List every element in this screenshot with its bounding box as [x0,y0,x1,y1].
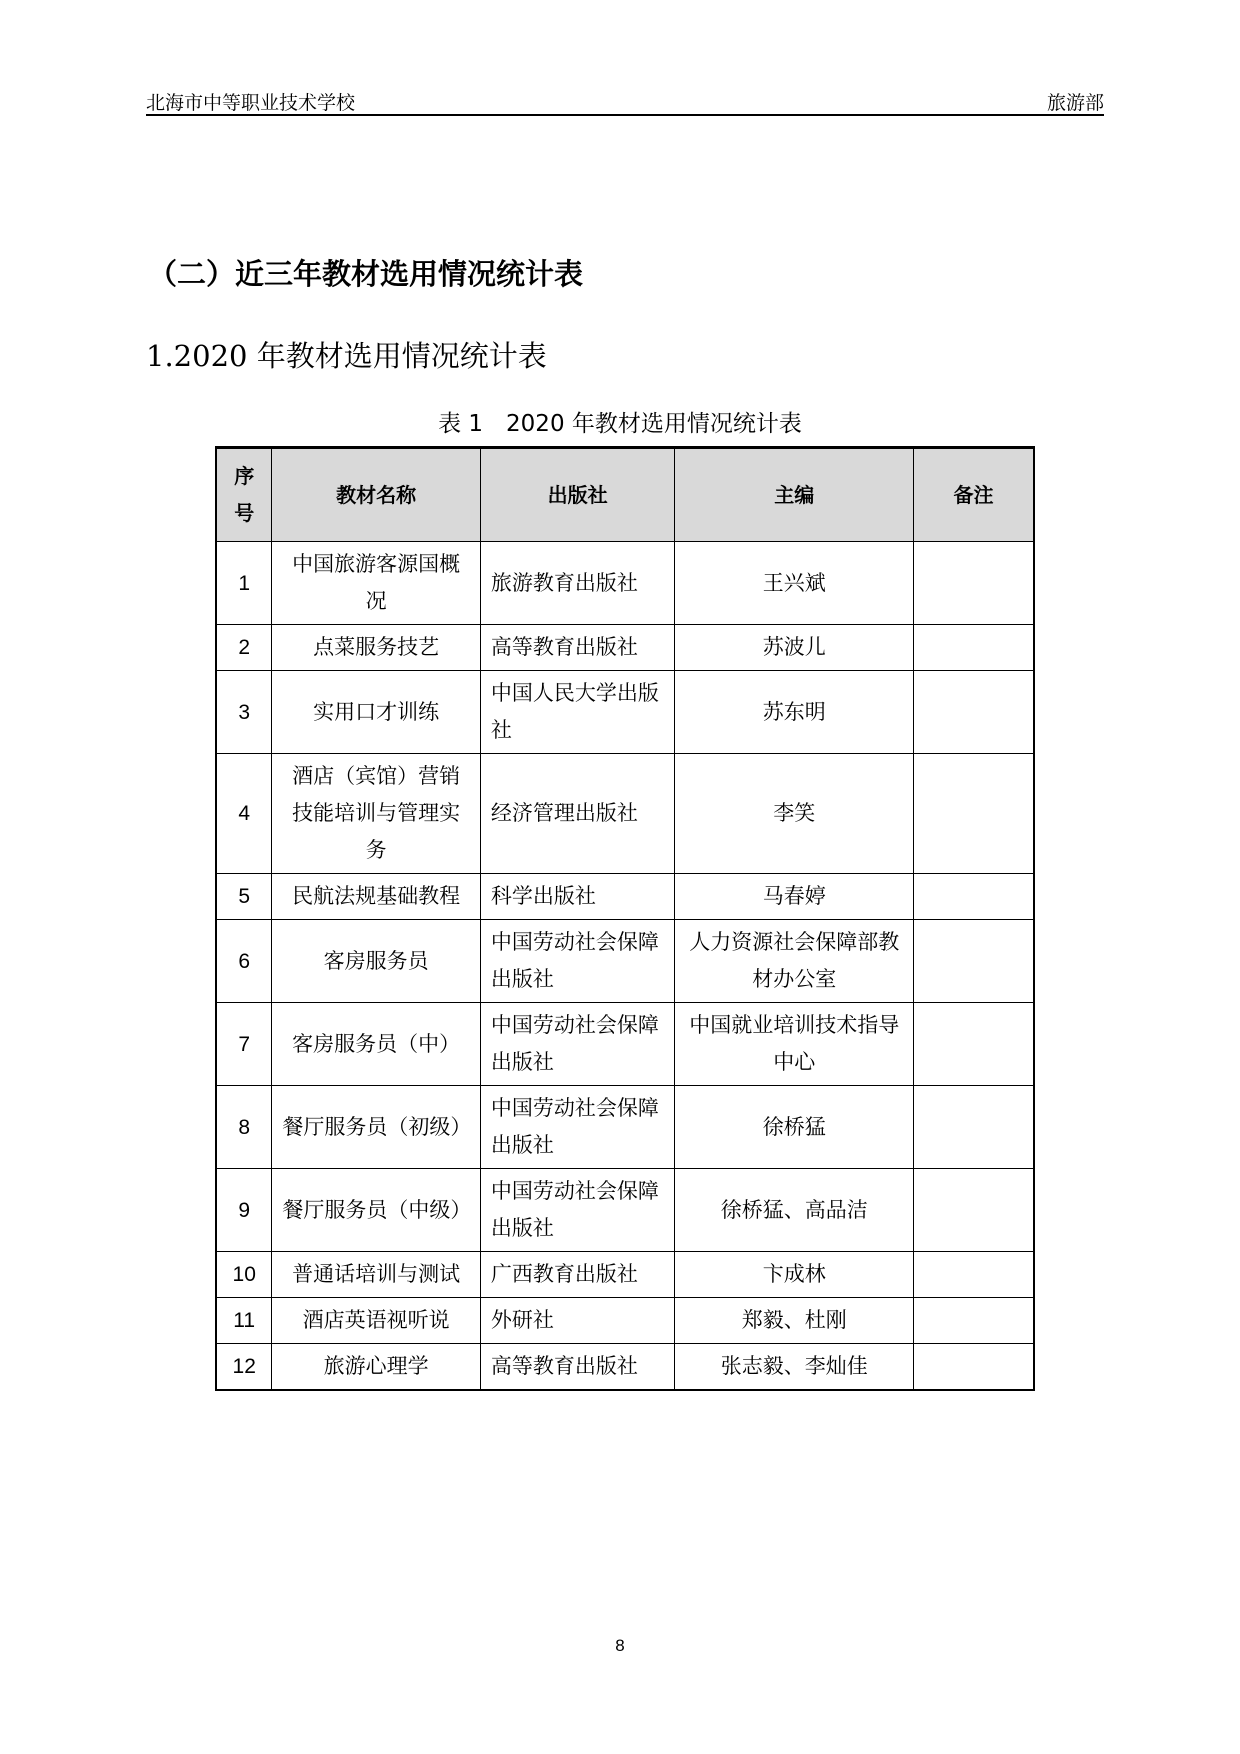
header-cell-name: 教材名称 [272,448,481,542]
cell-remark [914,1003,1034,1086]
cell-remark [914,1252,1034,1298]
school-name: 北海市中等职业技术学校 [146,92,356,114]
cell-remark [914,671,1034,754]
page-number: 8 [615,1636,625,1655]
cell-no: 4 [216,754,272,874]
cell-remark [914,920,1034,1003]
cell-publisher: 经济管理出版社 [480,754,674,874]
cell-no: 11 [216,1298,272,1344]
cell-name: 实用口才训练 [272,671,481,754]
section-title: （二）近三年教材选用情况统计表 [148,257,584,291]
table-header-row [216,448,1034,542]
cell-remark [914,1344,1034,1391]
table-row [216,754,1034,874]
cell-no: 1 [216,542,272,625]
cell-editor: 人力资源社会保障部教材办公室 [675,920,914,1003]
header-cell-remark: 备注 [914,448,1034,542]
cell-editor: 卞成林 [675,1252,914,1298]
table-caption: 表 1 2020 年教材选用情况统计表 [438,411,802,437]
cell-editor: 郑毅、杜刚 [675,1298,914,1344]
cell-remark [914,542,1034,625]
cell-no: 2 [216,625,272,671]
table-row [216,671,1034,754]
cell-name: 点菜服务技艺 [272,625,481,671]
cell-no: 9 [216,1169,272,1252]
textbook-table [215,446,1035,1391]
cell-publisher: 高等教育出版社 [480,625,674,671]
table-row [216,1344,1034,1391]
header-cell-publisher: 出版社 [480,448,674,542]
cell-name: 酒店（宾馆）营销技能培训与管理实务 [272,754,481,874]
cell-name: 中国旅游客源国概况 [272,542,481,625]
table-row [216,625,1034,671]
cell-editor: 苏波儿 [675,625,914,671]
cell-remark [914,1298,1034,1344]
cell-no: 5 [216,874,272,920]
cell-name: 客房服务员（中） [272,1003,481,1086]
table-row [216,542,1034,625]
cell-remark [914,874,1034,920]
table-row [216,1003,1034,1086]
cell-editor: 王兴斌 [675,542,914,625]
table-row [216,1252,1034,1298]
cell-remark [914,1169,1034,1252]
table-row [216,1086,1034,1169]
cell-publisher: 高等教育出版社 [480,1344,674,1391]
cell-editor: 中国就业培训技术指导中心 [675,1003,914,1086]
table-row [216,1169,1034,1252]
cell-publisher: 中国劳动社会保障出版社 [480,1003,674,1086]
cell-name: 餐厅服务员（中级） [272,1169,481,1252]
cell-publisher: 中国劳动社会保障出版社 [480,1169,674,1252]
cell-name: 酒店英语视听说 [272,1298,481,1344]
cell-no: 8 [216,1086,272,1169]
cell-name: 旅游心理学 [272,1344,481,1391]
cell-remark [914,754,1034,874]
cell-editor: 徐桥猛 [675,1086,914,1169]
table-row [216,874,1034,920]
cell-no: 3 [216,671,272,754]
cell-no: 7 [216,1003,272,1086]
cell-publisher: 中国劳动社会保障出版社 [480,920,674,1003]
cell-no: 6 [216,920,272,1003]
cell-name: 客房服务员 [272,920,481,1003]
sub-title: 1.2020 年教材选用情况统计表 [146,339,547,373]
cell-publisher: 旅游教育出版社 [480,542,674,625]
cell-editor: 李笑 [675,754,914,874]
cell-name: 民航法规基础教程 [272,874,481,920]
department-name: 旅游部 [1046,92,1104,114]
cell-publisher: 中国劳动社会保障出版社 [480,1086,674,1169]
cell-name: 餐厅服务员（初级） [272,1086,481,1169]
cell-publisher: 广西教育出版社 [480,1252,674,1298]
cell-editor: 张志毅、李灿佳 [675,1344,914,1391]
cell-no: 10 [216,1252,272,1298]
header-cell-editor: 主编 [675,448,914,542]
cell-no: 12 [216,1344,272,1391]
cell-name: 普通话培训与测试 [272,1252,481,1298]
page-header [146,82,1104,116]
table-row [216,1298,1034,1344]
cell-editor: 马春婷 [675,874,914,920]
header-cell-no: 序号 [216,448,272,542]
cell-publisher: 科学出版社 [480,874,674,920]
cell-publisher: 中国人民大学出版社 [480,671,674,754]
cell-editor: 苏东明 [675,671,914,754]
cell-remark [914,625,1034,671]
cell-editor: 徐桥猛、高品洁 [675,1169,914,1252]
cell-publisher: 外研社 [480,1298,674,1344]
cell-remark [914,1086,1034,1169]
table-row [216,920,1034,1003]
